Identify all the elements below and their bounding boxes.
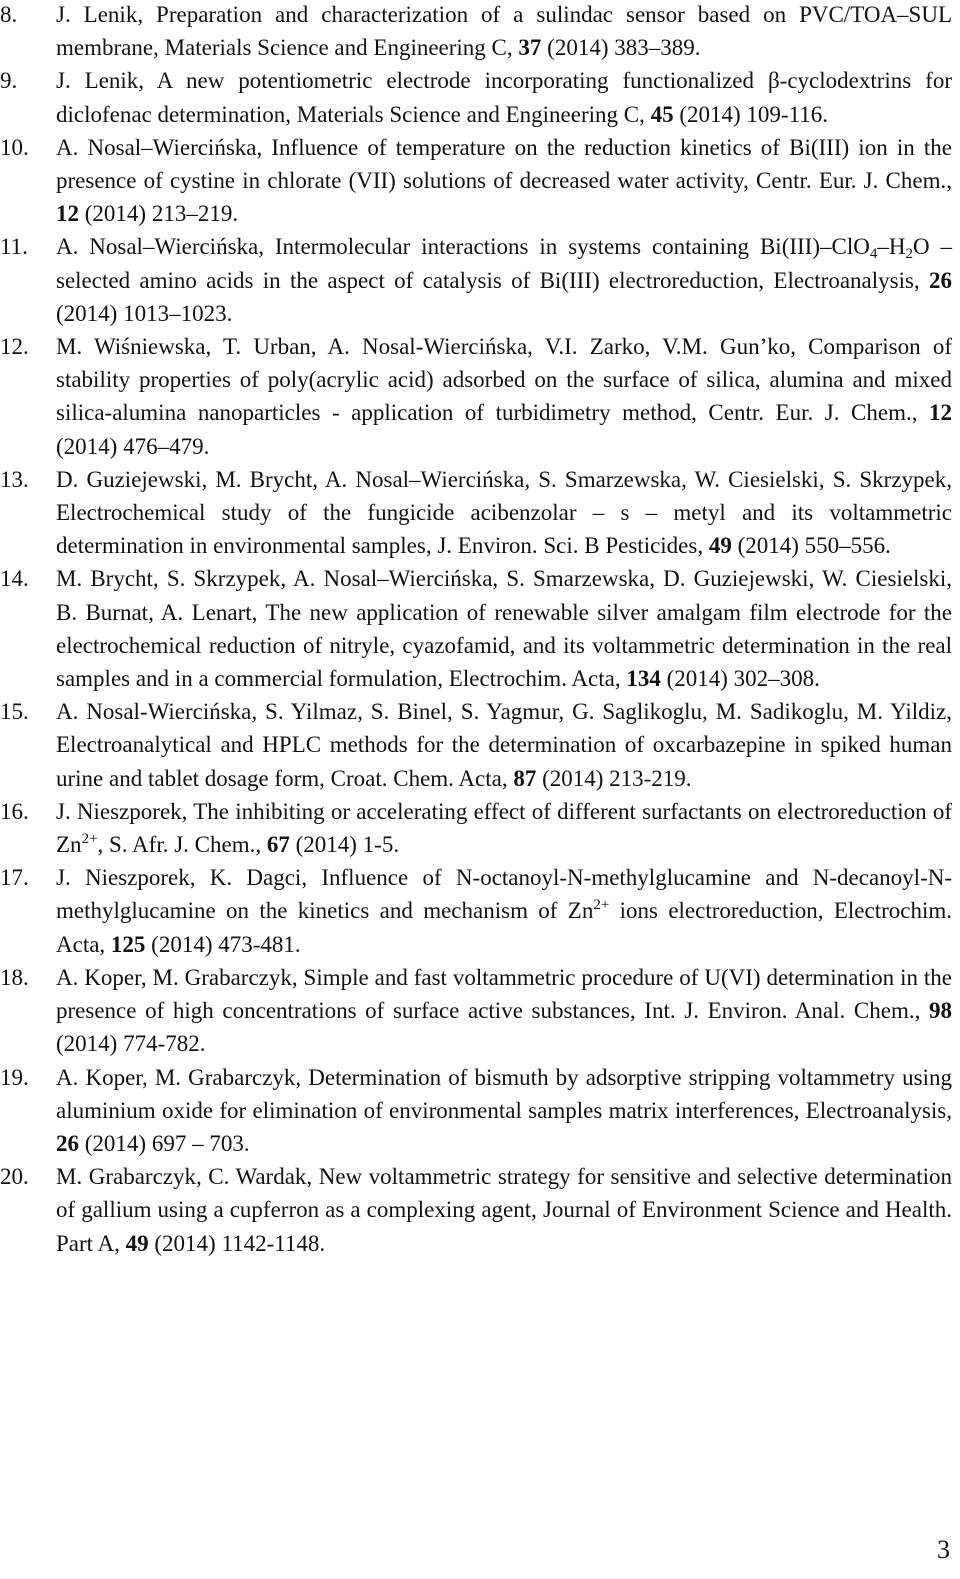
reference-text	[56, 695, 952, 795]
reference-text-segment: (2014) 1142-1148.	[148, 1230, 326, 1256]
reference-text-segment: O – selected amino acids in the aspect of catalysis of Bi(III) electroreduction, Electroanalysis,	[56, 234, 952, 293]
reference-number: 13.	[0, 466, 29, 492]
reference-item	[0, 695, 952, 795]
reference-text-segment: A. Koper, M. Grabarczyk, Determination of bismuth by adsorptive stripping voltammetry using aluminium oxide for elimination of environmental samples matrix interferences, Electroanalysis,	[56, 1064, 952, 1123]
reference-text	[56, 861, 952, 961]
reference-text-segment: , S. Afr. J. Chem.,	[97, 832, 267, 858]
reference-number: 17.	[0, 865, 29, 891]
reference-text-segment: A. Nosal-Wiercińska, S. Yilmaz, S. Binel, S. Yagmur, G. Saglikoglu, M. Sadikoglu, M. Yildiz, Electroanalytical and HPLC methods for the determination of oxcarbazepine in spiked human urine and tablet dosage form, Croat. Chem. Acta,	[56, 699, 952, 791]
reference-volume: 134	[626, 666, 661, 692]
page-number: 3	[937, 1535, 950, 1564]
reference-item	[0, 1061, 952, 1161]
reference-text-segment: M. Grabarczyk, C. Wardak, New voltammetric strategy for sensitive and selective determination of gallium using a cupferron as a complexing agent, Journal of Environment Science and Health. Part A,	[56, 1164, 952, 1256]
reference-text	[56, 1160, 952, 1260]
reference-text-segment: (2014) 473-481.	[145, 931, 301, 957]
reference-text	[56, 562, 952, 695]
reference-text-segment: (2014) 1-5.	[289, 832, 400, 858]
reference-text	[56, 961, 952, 1061]
reference-number: 12.	[0, 334, 29, 360]
reference-text-segment: M. Brycht, S. Skrzypek, A. Nosal–Wiercińska, S. Smarzewska, D. Guziejewski, W. Ciesielski, B. Burnat, A. Lenart, The new application of renewable silver amalgam film electrode for the electrochemical reduction of nitryle, cyazofamid, and its voltammetric determination in the real samples and in a commercial formulation, Electrochim. Acta,	[56, 566, 952, 692]
reference-volume: 49	[125, 1230, 149, 1256]
reference-text	[56, 0, 952, 64]
reference-text-segment: (2014) 109-116.	[673, 101, 828, 127]
reference-item	[0, 131, 952, 231]
reference-volume: 37	[518, 35, 542, 61]
reference-text-segment: J. Nieszporek, The inhibiting or accelerating effect of different surfactants on electroreduction of Zn	[56, 798, 952, 858]
reference-number: 16.	[0, 798, 29, 824]
superscript: 2+	[81, 831, 98, 848]
reference-text-segment: J. Nieszporek, K. Dagci, Influence of N-octanoyl-N-methylglucamine and N-decanoyl-N-methylglucamine on the kinetics and mechanism of Zn	[56, 865, 952, 924]
reference-text-segment: D. Guziejewski, M. Brycht, A. Nosal–Wiercińska, S. Smarzewska, W. Ciesielski, S. Skrzypek, Electrochemical study of the fungicide acibenzolar – s – metyl and its voltammetric determination in environmental samples, J. Environ. Sci. B Pesticides,	[56, 466, 952, 559]
reference-text	[56, 64, 952, 130]
reference-item	[0, 0, 952, 64]
reference-text-segment: (2014) 1013–1023.	[56, 300, 233, 326]
reference-text-segment: J. Lenik, A new potentiometric electrode incorporating functionalized β-cyclodextrins for diclofenac determination, Materials Science and Engineering C,	[56, 68, 952, 127]
superscript: 2+	[593, 897, 610, 914]
reference-text-segment: (2014) 476–479.	[56, 433, 210, 459]
reference-text	[56, 330, 952, 463]
reference-number: 11.	[0, 234, 28, 260]
reference-text-segment: J. Lenik, Preparation and characterization of a sulindac sensor based on PVC/TOA–SUL membrane, Materials Science and Engineering C,	[56, 2, 952, 61]
reference-number: 10.	[0, 134, 29, 160]
reference-volume: 45	[650, 101, 674, 127]
reference-number: 20.	[0, 1164, 29, 1190]
reference-item	[0, 64, 952, 130]
reference-text	[56, 463, 952, 563]
reference-volume: 98	[929, 998, 952, 1024]
reference-text-segment: (2014) 774-782.	[56, 1031, 206, 1057]
reference-item	[0, 961, 952, 1061]
reference-item	[0, 1160, 952, 1260]
reference-text-segment: –H	[877, 234, 906, 260]
reference-volume: 125	[110, 931, 146, 957]
reference-text-segment: (2014) 383–389.	[541, 35, 701, 61]
reference-number: 8.	[0, 2, 18, 27]
reference-text	[56, 795, 952, 861]
reference-number: 18.	[0, 964, 29, 990]
reference-number: 14.	[0, 566, 29, 592]
reference-number: 19.	[0, 1064, 29, 1090]
reference-number: 15.	[0, 699, 29, 725]
reference-item	[0, 562, 952, 695]
reference-text-segment: M. Wiśniewska, T. Urban, A. Nosal-Wiercińska, V.I. Zarko, V.M. Gun’ko, Comparison of stability properties of poly(acrylic acid) adsorbed on the surface of silica, alumina and mixed silica-alumina nanoparticles - application of turbidimetry method, Centr. Eur. J. Chem.,	[56, 334, 952, 426]
reference-text-segment: (2014) 213-219.	[536, 765, 692, 791]
reference-text	[56, 131, 952, 231]
reference-text-segment: A. Nosal–Wiercińska, Intermolecular interactions in systems containing Bi(III)–ClO	[56, 234, 870, 260]
reference-item	[0, 463, 952, 563]
reference-text-segment: A. Nosal–Wiercińska, Influence of temperature on the reduction kinetics of Bi(III) ion in the presence of cystine in chlorate (VII) solutions of decreased water activity, Centr. Eur. J. Chem.,	[56, 134, 952, 194]
reference-item	[0, 230, 952, 330]
reference-text-segment: (2014) 302–308.	[660, 666, 820, 692]
reference-text	[56, 1061, 952, 1161]
reference-volume: 12	[929, 400, 952, 426]
reference-item	[0, 795, 952, 861]
reference-text-segment: (2014) 213–219.	[79, 201, 239, 227]
reference-item	[0, 861, 952, 961]
reference-text-segment: A. Koper, M. Grabarczyk, Simple and fast voltammetric procedure of U(VI) determination in the presence of high concentrations of surface active substances, Int. J. Environ. Anal. Chem.,	[56, 964, 952, 1024]
reference-volume: 67	[266, 832, 290, 858]
reference-volume: 49	[708, 533, 732, 559]
reference-text-segment: (2014) 550–556.	[731, 533, 891, 559]
reference-volume: 12	[56, 201, 79, 227]
reference-number: 9.	[0, 68, 18, 94]
subscript: 2	[905, 246, 913, 263]
reference-volume: 87	[513, 765, 537, 791]
subscript: 4	[869, 246, 878, 263]
reference-volume: 26	[929, 267, 952, 293]
reference-text-segment: ions electroreduction, Electrochim. Acta,	[56, 898, 952, 957]
reference-text	[56, 230, 952, 330]
reference-text-segment: (2014) 697 – 703.	[79, 1130, 250, 1156]
reference-item	[0, 330, 952, 463]
reference-volume: 26	[56, 1130, 79, 1156]
